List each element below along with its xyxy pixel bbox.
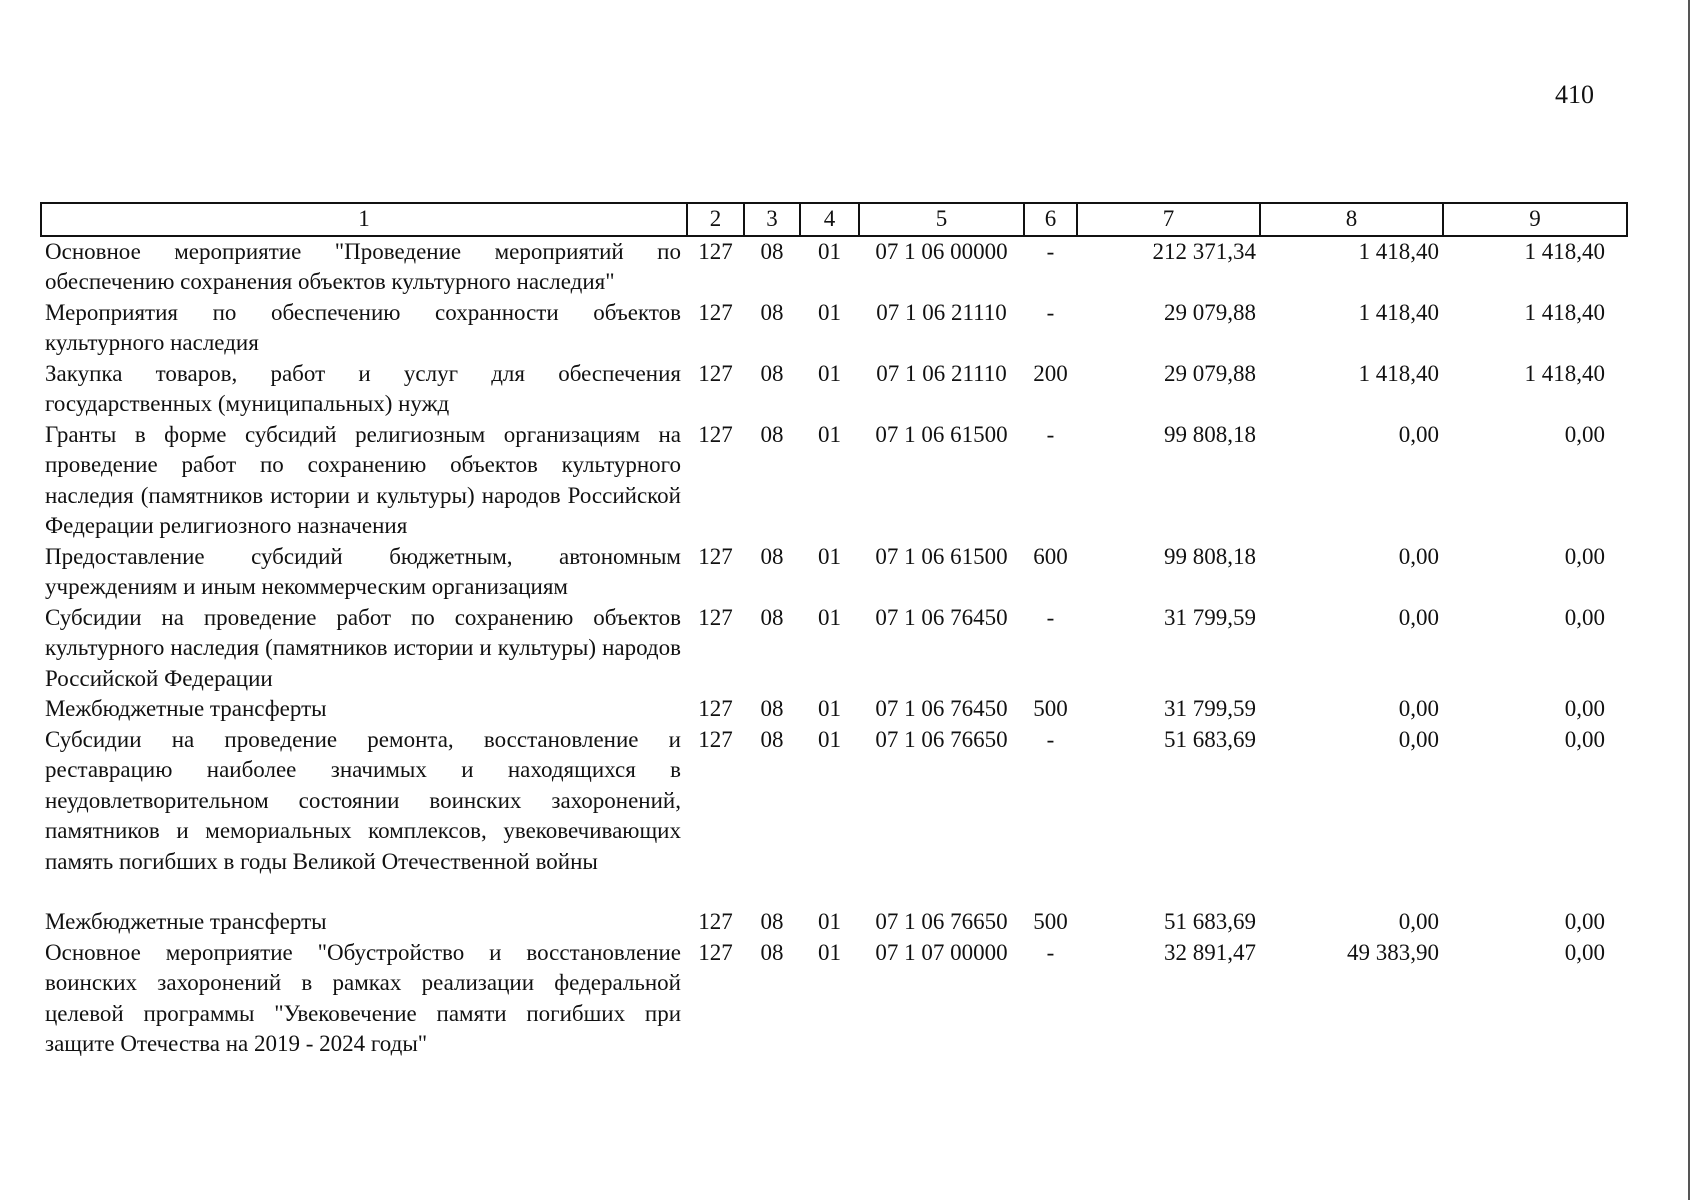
amount-col8-cell: 0,00 — [1398, 604, 1439, 630]
table-row — [41, 420, 1627, 542]
amount-col8-cell: 49 383,90 — [1347, 939, 1439, 965]
amount-col9-cell: 0,00 — [1564, 696, 1605, 721]
amount-col7-cell: 99 808,18 — [1164, 421, 1256, 447]
ministry-code-cell: 127 — [698, 909, 733, 934]
section-code-cell: 08 — [760, 604, 784, 630]
header-cell: 5 — [859, 203, 1024, 236]
subsection-code-cell: 01 — [818, 696, 841, 721]
page-number: 410 — [1555, 80, 1594, 109]
target-article-cell: 07 1 06 76450 — [875, 696, 1008, 721]
expense-type-cell: - — [1046, 726, 1055, 752]
amount-col9-cell: 0,00 — [1564, 726, 1605, 752]
amount-col7-cell: 31 799,59 — [1164, 696, 1256, 721]
row-name-cell: Гранты в форме субсидий религиозным организациям на проведение работ по сохранению объектов культурного наследия (памятников истории и культуры) народов Российской Федерации религиозного назначения — [45, 421, 681, 538]
amount-col9-cell: 1 418,40 — [1524, 299, 1605, 325]
subsection-code-cell: 01 — [818, 421, 841, 447]
amount-col9-cell: 0,00 — [1564, 604, 1605, 630]
section-code-cell: 08 — [760, 299, 784, 325]
ministry-code-cell: 127 — [698, 604, 733, 630]
amount-col9-cell: 0,00 — [1564, 421, 1605, 447]
section-code-cell: 08 — [760, 421, 784, 447]
amount-col7-cell: 31 799,59 — [1164, 604, 1256, 630]
header-cell: 3 — [744, 203, 800, 236]
row-name-cell: Межбюджетные трансферты — [45, 696, 327, 721]
row-name-cell: Субсидии на проведение ремонта, восстановление и реставрацию наиболее значимых и находящихся в неудовлетворительном состоянии воинских захоронений, памятников и мемориальных комплексов, увековечивающих память погибших в годы Великой Отечественной войны — [45, 726, 681, 874]
amount-col8-cell: 0,00 — [1398, 696, 1439, 721]
amount-col7-cell: 212 371,34 — [1152, 238, 1256, 264]
amount-col8-cell: 1 418,40 — [1358, 299, 1439, 325]
ministry-code-cell: 127 — [698, 360, 733, 386]
amount-col7-cell: 51 683,69 — [1164, 909, 1256, 934]
amount-col8-cell: 0,00 — [1398, 909, 1439, 934]
amount-col9-cell: 0,00 — [1564, 909, 1605, 934]
row-name-cell: Мероприятия по обеспечению сохранности объектов культурного наследия — [45, 299, 681, 355]
row-name-cell: Межбюджетные трансферты — [45, 909, 327, 934]
ministry-code-cell: 127 — [698, 238, 733, 264]
row-name-cell: Основное мероприятие "Обустройство и восстановление воинских захоронений в рамках реализации федеральной целевой программы "Увековечение памяти погибших при защите Отечества на 2019 - 2024 годы" — [45, 939, 681, 1056]
section-code-cell: 08 — [760, 543, 784, 569]
amount-col7-cell: 32 891,47 — [1164, 939, 1256, 965]
expense-type-cell: 500 — [1033, 696, 1068, 721]
amount-col7-cell: 29 079,88 — [1164, 299, 1256, 325]
section-code-cell: 08 — [760, 939, 784, 965]
target-article-cell: 07 1 06 21110 — [876, 360, 1007, 386]
table-row — [41, 725, 1627, 878]
amount-col8-cell: 0,00 — [1398, 421, 1439, 447]
row-name-cell: Субсидии на проведение работ по сохранению объектов культурного наследия (памятников истории и культуры) народов Российской Федерации — [45, 604, 681, 691]
ministry-code-cell: 127 — [698, 421, 733, 447]
target-article-cell: 07 1 06 76650 — [875, 909, 1008, 934]
target-article-cell: 07 1 06 61500 — [875, 421, 1008, 447]
table-row — [41, 298, 1627, 359]
ministry-code-cell: 127 — [698, 299, 733, 325]
amount-col8-cell: 1 418,40 — [1358, 238, 1439, 264]
ministry-code-cell: 127 — [698, 696, 733, 721]
table-row — [41, 877, 1627, 938]
target-article-cell: 07 1 06 61500 — [875, 543, 1008, 569]
subsection-code-cell: 01 — [818, 299, 841, 325]
amount-col7-cell: 51 683,69 — [1164, 726, 1256, 752]
target-article-cell: 07 1 07 00000 — [875, 939, 1008, 965]
row-name-cell: Основное мероприятие "Проведение мероприятий по обеспечению сохранения объектов культурного наследия" — [45, 238, 681, 294]
expense-type-cell: - — [1046, 421, 1055, 447]
expense-type-cell: 500 — [1033, 909, 1068, 934]
table-row — [41, 603, 1627, 695]
table-row — [41, 359, 1627, 420]
table-row — [41, 236, 1627, 298]
header-row — [41, 203, 1627, 236]
header-cell: 7 — [1077, 203, 1260, 236]
section-code-cell: 08 — [760, 360, 784, 386]
table-row — [41, 542, 1627, 603]
header-cell: 2 — [687, 203, 744, 236]
budget-table — [40, 202, 1628, 1060]
header-cell: 4 — [800, 203, 859, 236]
subsection-code-cell: 01 — [818, 909, 841, 934]
ministry-code-cell: 127 — [698, 543, 733, 569]
subsection-code-cell: 01 — [818, 238, 841, 264]
amount-col7-cell: 99 808,18 — [1164, 543, 1256, 569]
amount-col8-cell: 0,00 — [1398, 543, 1439, 569]
table-row — [41, 694, 1627, 725]
amount-col9-cell: 0,00 — [1564, 543, 1605, 569]
target-article-cell: 07 1 06 76450 — [875, 604, 1008, 630]
subsection-code-cell: 01 — [818, 726, 841, 752]
table-row — [41, 938, 1627, 1060]
amount-col7-cell: 29 079,88 — [1164, 360, 1256, 386]
header-cell: 6 — [1024, 203, 1077, 236]
ministry-code-cell: 127 — [698, 726, 733, 752]
target-article-cell: 07 1 06 76650 — [875, 726, 1008, 752]
expense-type-cell: 600 — [1033, 543, 1068, 569]
subsection-code-cell: 01 — [818, 604, 841, 630]
row-name-cell: Предоставление субсидий бюджетным, автономным учреждениям и иным некоммерческим организациям — [45, 543, 681, 599]
section-code-cell: 08 — [760, 909, 784, 934]
expense-type-cell: - — [1046, 299, 1055, 325]
amount-col9-cell: 0,00 — [1564, 939, 1605, 965]
row-name-cell: Закупка товаров, работ и услуг для обеспечения государственных (муниципальных) нужд — [45, 360, 681, 416]
section-code-cell: 08 — [760, 238, 784, 264]
subsection-code-cell: 01 — [818, 939, 841, 965]
amount-col8-cell: 0,00 — [1398, 726, 1439, 752]
header-cell: 8 — [1260, 203, 1443, 236]
section-code-cell: 08 — [760, 696, 784, 721]
scan-edge-line — [1688, 0, 1690, 1200]
expense-type-cell: - — [1046, 939, 1055, 965]
header-cell: 9 — [1443, 203, 1627, 236]
subsection-code-cell: 01 — [818, 360, 841, 386]
amount-col8-cell: 1 418,40 — [1358, 360, 1439, 386]
expense-type-cell: - — [1046, 604, 1055, 630]
target-article-cell: 07 1 06 21110 — [876, 299, 1007, 325]
expense-type-cell: 200 — [1033, 360, 1068, 386]
ministry-code-cell: 127 — [698, 939, 733, 965]
amount-col9-cell: 1 418,40 — [1524, 238, 1605, 264]
header-cell: 1 — [41, 203, 687, 236]
subsection-code-cell: 01 — [818, 543, 841, 569]
expense-type-cell: - — [1046, 238, 1055, 264]
section-code-cell: 08 — [760, 726, 784, 752]
amount-col9-cell: 1 418,40 — [1524, 360, 1605, 386]
target-article-cell: 07 1 06 00000 — [875, 238, 1008, 264]
